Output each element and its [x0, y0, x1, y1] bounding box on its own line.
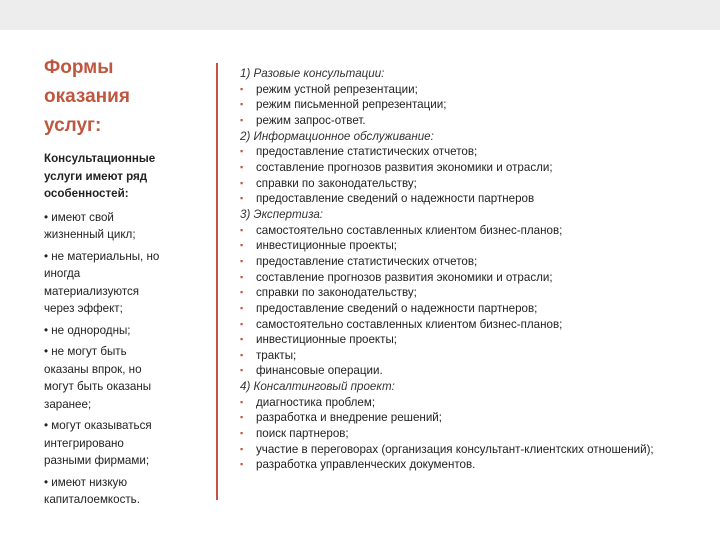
bullet-icon: ▪: [240, 365, 244, 376]
left-panel: [44, 53, 194, 513]
list-item: [240, 144, 690, 160]
features-heading: Консультационные услуги имеют ряд особенностей:: [44, 152, 156, 200]
list-item-text: поиск партнеров;: [256, 427, 349, 441]
list-item: [240, 285, 690, 301]
bullet-icon: ▪: [240, 396, 244, 407]
list-item: [240, 317, 690, 333]
list-item-text: справки по законодательству;: [256, 286, 417, 300]
list-item: [240, 238, 690, 254]
bullet-icon: ▪: [240, 302, 244, 313]
section-heading: 2) Информационное обслуживание:: [240, 129, 434, 143]
bullet-icon: ▪: [240, 428, 244, 439]
list-item-text: участие в переговорах (организация консультант-клиентских отношений);: [256, 442, 654, 456]
bullet-icon: ▪: [240, 334, 244, 345]
list-item: [240, 254, 690, 270]
right-panel: [240, 66, 690, 473]
list-item: [240, 457, 690, 473]
bullet-icon: ▪: [240, 271, 244, 282]
list-item-text: предоставление сведений о надежности партнеров;: [256, 301, 538, 315]
list-item-text: составление прогнозов развития экономики и отрасли;: [256, 270, 553, 284]
bullet-icon: ▪: [240, 240, 244, 251]
vertical-divider: [216, 63, 218, 500]
bullet-icon: ▪: [240, 114, 244, 125]
list-item: [240, 332, 690, 348]
list-item-text: разработка управленческих документов.: [256, 458, 476, 472]
slide-title: Формы оказания услуг:: [44, 57, 130, 136]
list-item: [240, 160, 690, 176]
list-item-text: диагностика проблем;: [256, 395, 376, 409]
list-item: [240, 301, 690, 317]
bullet-icon: ▪: [240, 443, 244, 454]
bullet-icon: ▪: [240, 177, 244, 188]
list-item-text: самостоятельно составленных клиентом бизнес-планов;: [256, 223, 563, 237]
bullet-icon: ▪: [240, 318, 244, 329]
bullet-icon: ▪: [240, 193, 244, 204]
list-item: [240, 82, 690, 98]
list-item: [240, 97, 690, 113]
list-item-text: предоставление сведений о надежности партнеров: [256, 192, 535, 206]
list-item: [240, 363, 690, 379]
bullet-icon: ▪: [240, 83, 244, 94]
feature-item: • не однородны;: [44, 323, 131, 337]
bullet-icon: ▪: [240, 224, 244, 235]
list-item-text: составление прогнозов развития экономики и отрасли;: [256, 160, 553, 174]
list-item-text: разработка и внедрение решений;: [256, 411, 442, 425]
feature-item: • не могут быть оказаны впрок, но могут быть оказаны заранее;: [44, 345, 152, 411]
section-heading: 1) Разовые консультации:: [240, 67, 385, 80]
list-item-text: режим письменной репрезентации;: [256, 98, 447, 112]
list-item-text: справки по законодательству;: [256, 176, 417, 190]
feature-item: • могут оказываться интегрировано разными фирмами;: [44, 419, 152, 467]
list-item: [240, 191, 690, 207]
feature-item: • имеют свой жизненный цикл;: [44, 210, 136, 241]
list-item-text: режим запрос-ответ.: [256, 113, 366, 127]
list-item: [240, 270, 690, 286]
list-item-text: инвестиционные проекты;: [256, 333, 397, 347]
list-item-text: режим устной репрезентации;: [256, 82, 418, 96]
list-item-text: предоставление статистических отчетов;: [256, 254, 478, 268]
bullet-icon: ▪: [240, 161, 244, 172]
list-item: [240, 410, 690, 426]
list-item: [240, 395, 690, 411]
bullet-icon: ▪: [240, 146, 244, 157]
top-band: [0, 0, 720, 30]
bullet-icon: ▪: [240, 287, 244, 298]
list-item: [240, 442, 690, 458]
bullet-icon: ▪: [240, 459, 244, 470]
section-heading: 4) Консалтинговый проект:: [240, 380, 395, 394]
list-item: [240, 223, 690, 239]
list-item-text: тракты;: [256, 348, 297, 362]
bullet-icon: ▪: [240, 99, 244, 110]
list-item: [240, 348, 690, 364]
bullet-icon: ▪: [240, 412, 244, 423]
list-item: [240, 426, 690, 442]
list-item: [240, 113, 690, 129]
bullet-icon: ▪: [240, 255, 244, 266]
list-item-text: предоставление статистических отчетов;: [256, 145, 478, 159]
list-item: [240, 176, 690, 192]
feature-item: • имеют низкую капиталоемкость.: [44, 475, 140, 506]
section-heading: 3) Экспертиза:: [240, 207, 324, 221]
feature-item: • не материальны, но иногда материализуются через эффект;: [44, 249, 160, 315]
list-item-text: финансовые операции.: [256, 364, 383, 378]
list-item-text: самостоятельно составленных клиентом бизнес-планов;: [256, 317, 563, 331]
bullet-icon: ▪: [240, 349, 244, 360]
list-item-text: инвестиционные проекты;: [256, 239, 397, 253]
